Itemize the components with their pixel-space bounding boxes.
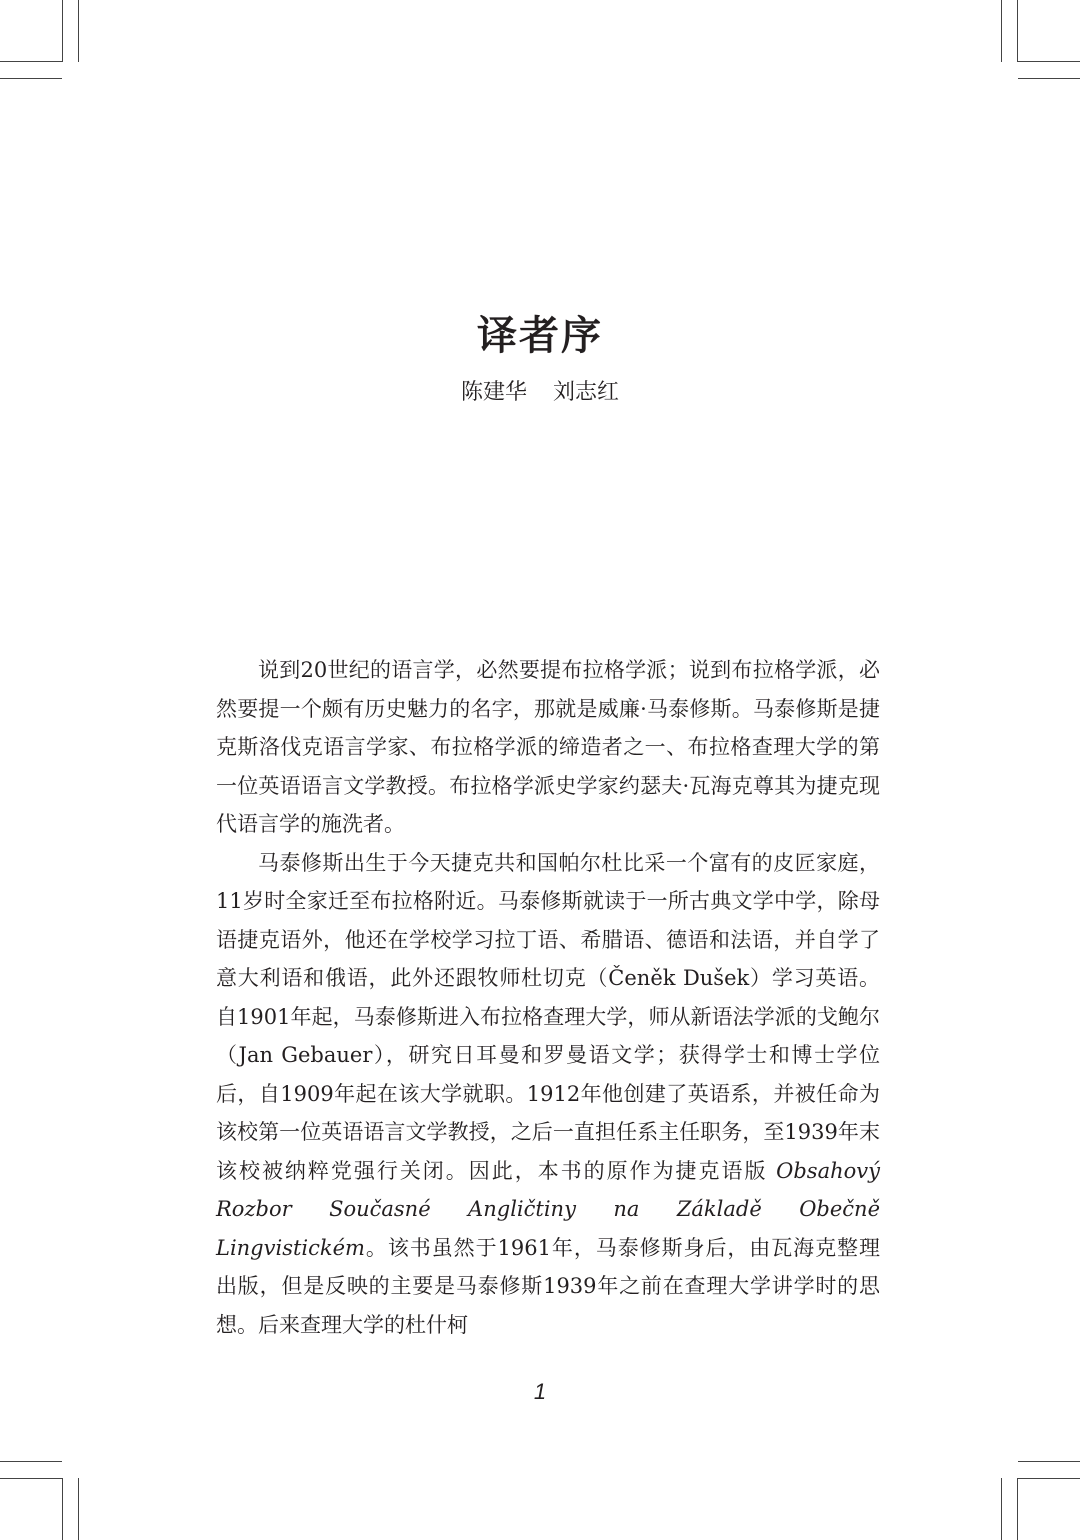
crop-mark [1018, 1478, 1080, 1479]
translator-name: 陈建华 [460, 380, 527, 405]
crop-mark [1018, 78, 1080, 79]
translator-names [0, 376, 1080, 410]
crop-mark [0, 1461, 62, 1462]
crop-mark [78, 0, 79, 62]
crop-mark [62, 1478, 63, 1540]
crop-mark [1017, 0, 1018, 62]
crop-mark [0, 1478, 62, 1479]
crop-mark [1018, 61, 1080, 62]
crop-mark [1001, 1478, 1002, 1540]
crop-mark [1001, 0, 1002, 62]
paragraph-text: 。该书虽然于1961年，马泰修斯身后，由瓦海克整理出版，但是反映的主要是马泰修斯1939年之前在查理大学讲学时的思想。后来查理大学的杜什柯 [216, 1235, 880, 1337]
paragraph-text: 马泰修斯出生于今天捷克共和国帕尔杜比采一个富有的皮匠家庭，11岁时全家迁至布拉格附近。马泰修斯就读于一所古典文学中学，除母语捷克语外，他还在学校学习拉丁语、希腊语、德语和法语，并自学了意大利语和俄语，此外还跟牧师杜切克（Čeněk Dušek）学习英语。自1901年起，马泰修斯进入布拉格查理大学，师从新语法学派的戈鲍尔（Jan Gebauer），研究日耳曼和罗曼语文学；获得学士和博士学位后，自1909年起在该大学就职。1912年他创建了英语系，并被任命为该校第一位英语语言文学教授，之后一直担任系主任职务，至1939年末该校被纳粹党强行关闭。因此，本书的原作为捷克语版 [216, 850, 880, 1183]
crop-mark [0, 61, 62, 62]
crop-mark [78, 1478, 79, 1540]
page-number: 1 [533, 1379, 547, 1404]
book-title: Obsahový Rozbor Současné Angličtiny na Základě Obečně Lingvistickém [216, 1158, 880, 1260]
crop-mark [1017, 1478, 1018, 1540]
crop-mark [1018, 1461, 1080, 1462]
preface-body [216, 651, 880, 1344]
crop-mark [62, 0, 63, 62]
crop-mark [0, 78, 62, 79]
paragraph [216, 844, 880, 1345]
paragraph-text: 说到20世纪的语言学，必然要提布拉格学派；说到布拉格学派，必然要提一个颇有历史魅力的名字，那就是威廉·马泰修斯。马泰修斯是捷克斯洛伐克语言学家、布拉格学派的缔造者之一、布拉格查理大学的第一位英语语言文学教授。布拉格学派史学家约瑟夫·瓦海克尊其为捷克现代语言学的施洗者。 [216, 658, 880, 836]
page-title: 译者序 [477, 312, 603, 359]
translator-name: 刘志红 [553, 380, 620, 405]
paragraph [216, 651, 880, 844]
